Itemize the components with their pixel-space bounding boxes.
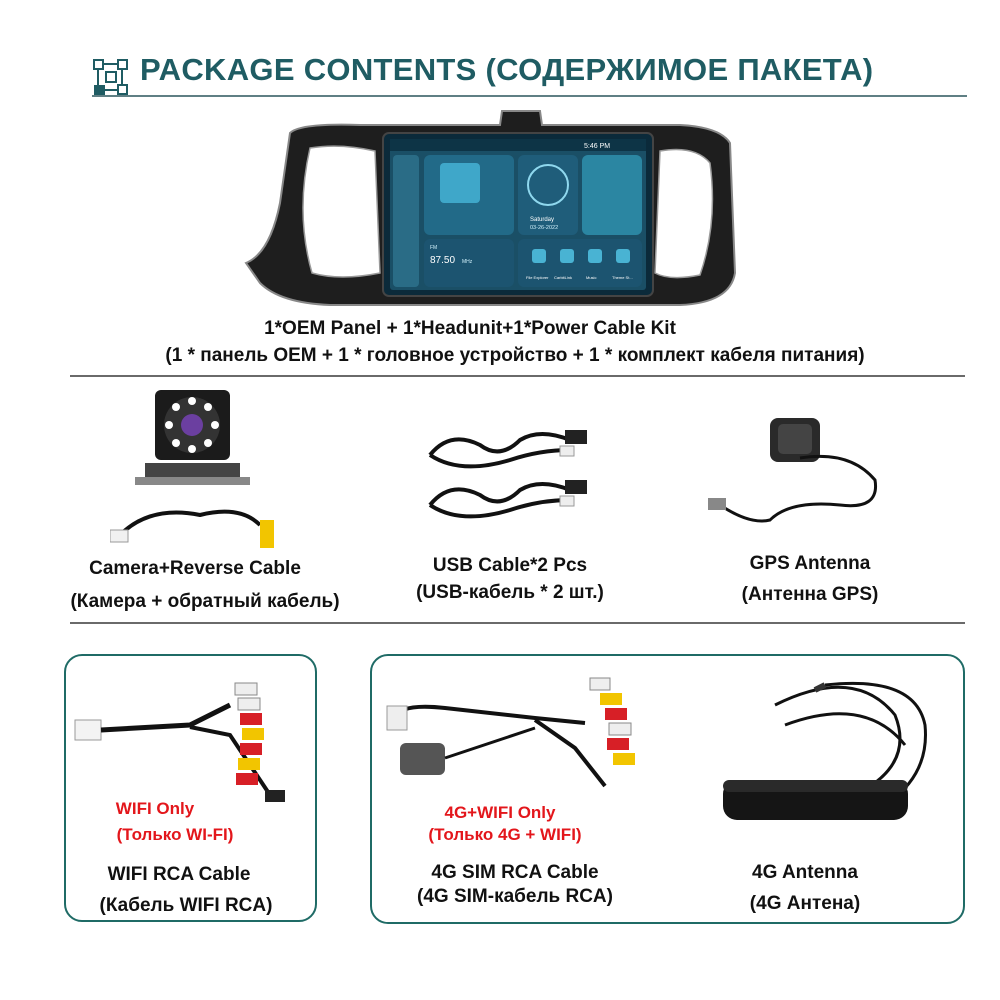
wifi-rca-caption-ru: (Кабель WIFI RCA) (99, 895, 273, 916)
4g-wifi-only-note-ru: (Только 4G + WIFI) (428, 825, 582, 844)
usb-cables-image (420, 420, 600, 530)
section-divider-2 (70, 622, 965, 624)
status-time: 5:46 PM (584, 143, 611, 150)
app-label-0: File Explorer (526, 275, 549, 280)
gps-caption-ru: (Антенна GPS) (741, 584, 879, 605)
sim-rca-caption-en: 4G SIM RCA Cable (431, 862, 599, 883)
gps-antenna-image (700, 410, 890, 540)
camera-caption-en: Camera+Reverse Cable (89, 558, 301, 579)
page-title: PACKAGE CONTENTS (СОДЕРЖИМОЕ ПАКЕТА) (140, 52, 874, 87)
calendar-date: 03-26-2022 (530, 225, 559, 231)
4g-antenna-caption-ru: (4G Антена) (749, 893, 861, 914)
app-label-1: CarbitLink (554, 275, 573, 280)
gps-caption-en: GPS Antenna (749, 553, 871, 574)
wifi-rca-caption-en: WIFI RCA Cable (107, 864, 251, 885)
radio-frequency: 87.50 (430, 255, 456, 266)
calendar-day: Saturday (530, 217, 555, 223)
app-label-3: Theme St... (612, 275, 633, 280)
headunit-image (240, 103, 740, 313)
camera-caption-ru: (Камера + обратный кабель) (70, 591, 340, 612)
app-label-2: Music (586, 275, 597, 280)
headunit-caption-en: 1*OEM Panel + 1*Headunit+1*Power Cable Kit (264, 318, 676, 339)
camera-image (110, 385, 310, 555)
sim-rca-cable-image (385, 668, 665, 798)
section-divider-1 (70, 375, 965, 377)
4g-antenna-image (715, 665, 955, 835)
radio-unit: MHz (462, 259, 473, 265)
headunit-caption-ru: (1 * панель OEM + 1 * головное устройство + 1 * комплект кабеля питания) (165, 345, 865, 366)
usb-caption-en: USB Cable*2 Pcs (432, 555, 588, 576)
radio-band: FM (430, 245, 438, 251)
sim-rca-caption-ru: (4G SIM-кабель RCA) (417, 886, 613, 907)
title-divider (92, 95, 967, 97)
wifi-rca-cable-image (70, 665, 310, 805)
header-logo (92, 58, 130, 98)
wifi-only-note-en: WIFI Only (115, 799, 195, 818)
usb-caption-ru: (USB-кабель * 2 шт.) (416, 582, 604, 603)
4g-wifi-only-note-en: 4G+WIFI Only (444, 803, 556, 822)
4g-antenna-caption-en: 4G Antenna (752, 862, 858, 883)
wifi-only-note-ru: (Только WI-FI) (116, 825, 234, 844)
package-grid-icon (92, 58, 130, 98)
